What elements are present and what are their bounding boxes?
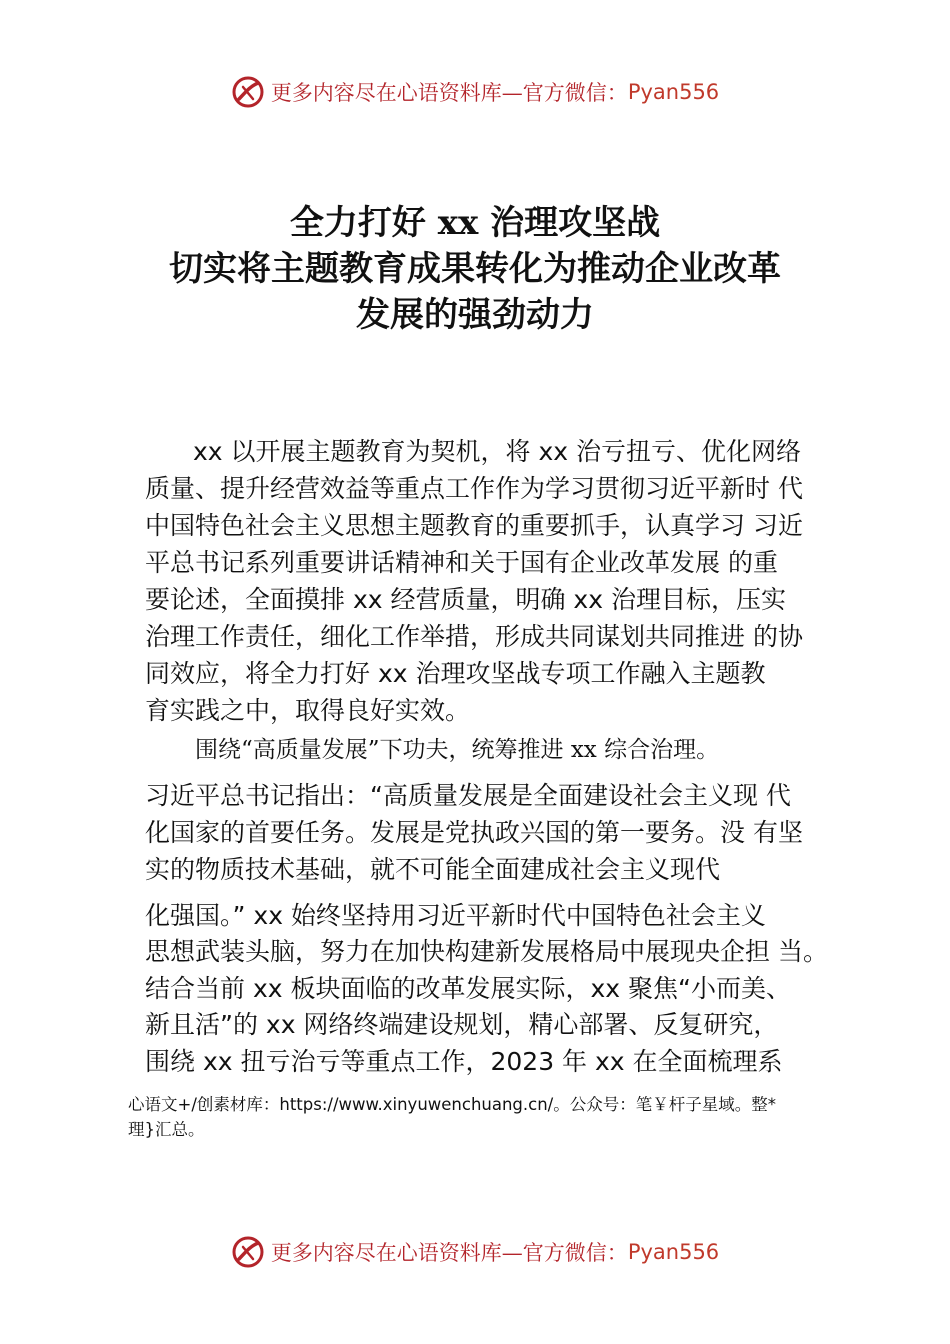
banner-wechat-id: Pyan556 (627, 1240, 720, 1264)
header-banner (0, 72, 950, 112)
title-line: 发展的强劲动力 (356, 295, 594, 335)
body-line: 新且活”的 xx 网络终端建设规划，精心部署、反复研究， (145, 1010, 779, 1039)
source-note-line: 理}汇总。 (128, 1120, 205, 1139)
document-title (0, 200, 950, 338)
title-line: 切实将主题教育成果转化为推动企业改革 (169, 249, 781, 289)
banner-wechat-id: Pyan556 (627, 80, 720, 104)
brush-seal-icon (231, 1235, 265, 1269)
body-line: 质量、提升经营效益等重点工作作为学习贯彻习近平新时 代 (145, 474, 803, 503)
banner-text: 更多内容尽在心语资料库—官方微信： (270, 1241, 628, 1265)
body-line: 化国家的首要任务。发展是党执政兴国的第一要务。没 有坚 (145, 818, 803, 847)
body-line: 实的物质技术基础，就不可能全面建成社会主义现代 (145, 855, 721, 884)
body-line: 同效应，将全力打好 xx 治理攻坚战专项工作融入主题教 (145, 659, 766, 688)
source-note (128, 1092, 848, 1142)
body-line: 围绕 xx 扭亏治亏等重点工作，2023 年 xx 在全面梳理系 (145, 1047, 783, 1076)
body-line: 治理工作责任，细化工作举措，形成共同谋划共同推进 的协 (145, 622, 803, 651)
body-line: 化强国。” xx 始终坚持用习近平新时代中国特色社会主义 (145, 901, 766, 930)
body-line: 育实践之中，取得良好实效。 (145, 696, 471, 725)
body-line: 中国特色社会主义思想主题教育的重要抓手，认真学习 习近 (145, 511, 803, 540)
title-line: 全力打好 xx 治理攻坚战 (289, 203, 661, 243)
brush-seal-icon (231, 75, 265, 109)
source-note-line: 心语文+/创素材库：https://www.xinyuwenchuang.cn/。公众号：笔￥杆子星域。整* (128, 1095, 776, 1114)
banner-text: 更多内容尽在心语资料库—官方微信： (270, 81, 628, 105)
footer-banner (0, 1232, 950, 1272)
body-line: 围绕“高质量发展”下功夫，统筹推进 xx 综合治理。 (195, 737, 720, 763)
body-line: 思想武装头脑，努力在加快构建新发展格局中展现央企担 当。 (145, 937, 828, 966)
body-line: 结合当前 xx 板块面临的改革发展实际，xx 聚焦“小而美、 (145, 974, 791, 1003)
body-line: 习近平总书记指出：“高质量发展是全面建设社会主义现 代 (145, 781, 791, 810)
body-line: xx 以开展主题教育为契机，将 xx 治亏扭亏、优化网络 (193, 437, 802, 466)
body-line: 平总书记系列重要讲话精神和关于国有企业改革发展 的重 (145, 548, 778, 577)
body-line: 要论述，全面摸排 xx 经营质量，明确 xx 治理目标，压实 (145, 585, 786, 614)
